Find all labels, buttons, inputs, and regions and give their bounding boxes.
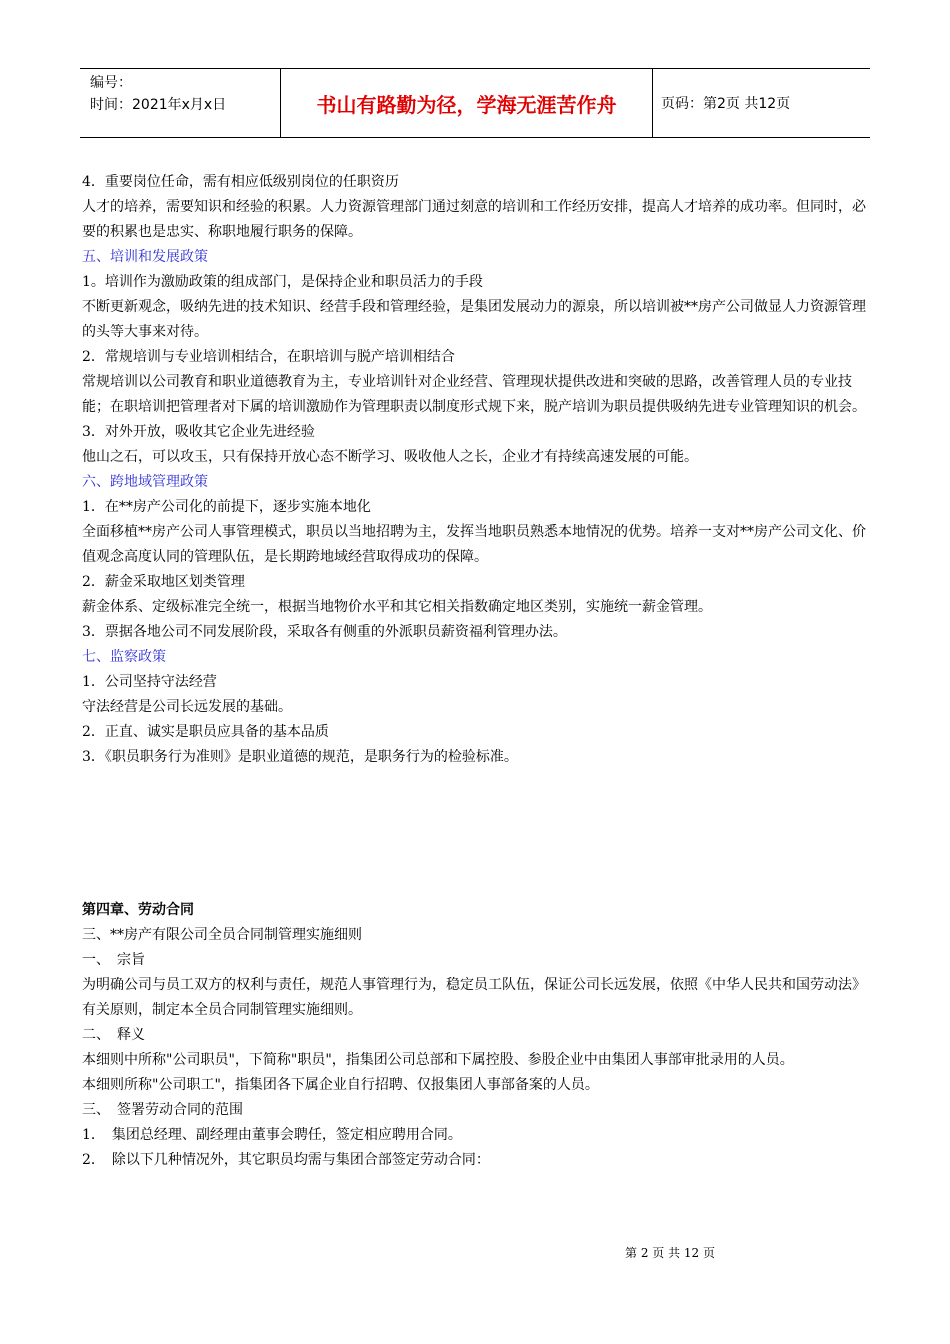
paragraph: 不断更新观念，吸纳先进的技术知识、经营手段和管理经验，是集团发展动力的源泉，所以培训被**房产公司做显人力资源管理的头等大事来对待。 — [82, 299, 866, 340]
section-heading: 六、跨地域管理政策 — [82, 474, 208, 490]
paragraph: 守法经营是公司长远发展的基础。 — [82, 699, 292, 715]
paragraph: 他山之石，可以攻玉，只有保持开放心态不断学习、吸收他人之长，企业才有持续高速发展的可能。 — [82, 449, 698, 465]
paragraph: 二、 释义 — [82, 1027, 145, 1043]
paragraph: 薪金体系、定级标准完全统一，根据当地物价水平和其它相关指数确定地区类别，实施统一薪金管理。 — [82, 599, 712, 615]
section-heading: 五、培训和发展政策 — [82, 249, 208, 265]
chapter-title: 第四章、劳动合同 — [82, 902, 194, 918]
paragraph: 本细则中所称"公司职员"，下简称"职员"，指集团公司总部和下属控股、参股企业中由集团人事部审批录用的人员。 — [82, 1052, 794, 1068]
motto-text: 书山有路勤为径，学海无涯苦作舟 — [316, 92, 617, 117]
paragraph: 1． 集团总经理、副经理由董事会聘任，签定相应聘用合同。 — [82, 1127, 462, 1143]
chapter-four — [82, 898, 872, 1173]
paragraph: 为明确公司与员工双方的权利与责任，规范人事管理行为，稳定员工队伍，保证公司长远发展，依照《中华人民共和国劳动法》有关原则，制定本全员合同制管理实施细则。 — [82, 977, 866, 1018]
paragraph: 本细则所称"公司职工"，指集团各下属企业自行招聘、仅报集团人事部备案的人员。 — [82, 1077, 599, 1093]
paragraph: 1．公司坚持守法经营 — [82, 674, 217, 690]
blank-space — [82, 770, 872, 898]
paragraph: 人才的培养，需要知识和经验的积累。人力资源管理部门通过刻意的培训和工作经历安排，提高人才培养的成功率。但同时，必要的积累也是忠实、称职地履行职务的保障。 — [82, 199, 866, 240]
paragraph: 常规培训以公司教育和职业道德教育为主，专业培训针对企业经营、管理现状提供改进和突破的思路，改善管理人员的专业技能；在职培训把管理者对下属的培训激励作为管理职责以制度形式规下来，脱产培训为职员提供吸纳先进专业管理知识的机会。 — [82, 374, 866, 415]
paragraph: 2．常规培训与专业培训相结合，在职培训与脱产培训相结合 — [82, 349, 455, 365]
header-motto-cell — [280, 69, 653, 137]
paragraph: 3．票据各地公司不同发展阶段，采取各有侧重的外派职员薪资福利管理办法。 — [82, 624, 567, 640]
header-page-cell — [653, 69, 870, 137]
page-footer — [625, 1244, 715, 1261]
policy-sections — [82, 170, 872, 770]
page-info: 页码：第2页 共12页 — [661, 96, 791, 112]
header-left-cell — [80, 69, 280, 137]
time-label: 时间：2021年x月x日 — [90, 97, 227, 113]
paragraph: 全面移植**房产公司人事管理模式，职员以当地招聘为主，发挥当地职员熟悉本地情况的优势。培养一支对**房产公司文化、价值观念高度认同的管理队伍，是长期跨地域经营取得成功的保障。 — [82, 524, 866, 565]
paragraph: 3．对外开放，吸收其它企业先进经验 — [82, 424, 315, 440]
paragraph: 2．薪金采取地区划类管理 — [82, 574, 245, 590]
page-header — [80, 68, 870, 138]
paragraph: 三、 签署劳动合同的范围 — [82, 1102, 243, 1118]
paragraph: 1。培训作为激励政策的组成部门，是保持企业和职员活力的手段 — [82, 274, 483, 290]
paragraph: 3．《职员职务行为准则》是职业道德的规范，是职务行为的检验标准。 — [82, 749, 518, 765]
paragraph: 2．正直、诚实是职员应具备的基本品质 — [82, 724, 329, 740]
paragraph: 三、**房产有限公司全员合同制管理实施细则 — [82, 927, 362, 943]
footer-page-number: 第 2 页 共 12 页 — [625, 1246, 715, 1260]
section-heading: 七、监察政策 — [82, 649, 166, 665]
document-body — [82, 170, 872, 1173]
paragraph: 4．重要岗位任命，需有相应低级别岗位的任职资历 — [82, 174, 399, 190]
paragraph: 一、 宗旨 — [82, 952, 145, 968]
paragraph: 1．在**房产公司化的前提下，逐步实施本地化 — [82, 499, 371, 515]
paragraph: 2． 除以下几种情况外，其它职员均需与集团合部签定劳动合同： — [82, 1152, 490, 1168]
number-label: 编号： — [90, 75, 132, 91]
